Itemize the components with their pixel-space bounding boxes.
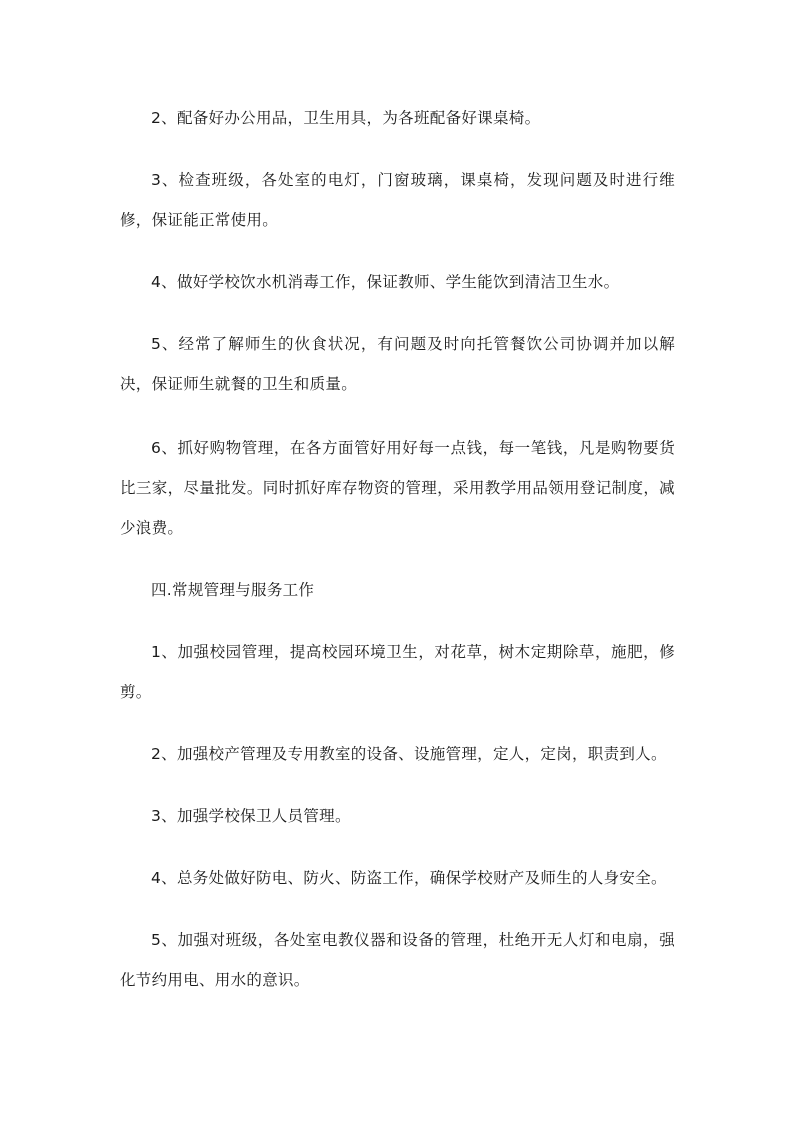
paragraph-item-1-campus: 1、加强校园管理，提高校园环境卫生，对花草，树木定期除草，施肥，修剪。 [120, 643, 675, 701]
section-heading-routine-management: 四.常规管理与服务工作 [151, 581, 315, 599]
paragraph-item-3-security-staff: 3、加强学校保卫人员管理。 [151, 807, 351, 825]
paragraph-item-5-catering: 5、经常了解师生的伙食状况，有问题及时向托管餐饮公司协调并加以解决，保证师生就餐的卫生和质量。 [120, 335, 675, 393]
paragraph-item-6-purchasing: 6、抓好购物管理，在各方面管好用好每一点钱，每一笔钱，凡是购物要货比三家，尽量批发。同时抓好库存物资的管理，采用教学用品领用登记制度，减少浪费。 [120, 439, 675, 537]
paragraph-item-2-supplies: 2、配备好办公用品，卫生用具，为各班配备好课桌椅。 [151, 109, 541, 127]
paragraph-item-5-conservation: 5、加强对班级，各处室电教仪器和设备的管理，杜绝开无人灯和电扇，强化节约用电、用水的意识。 [120, 931, 675, 989]
paragraph-item-4-water: 4、做好学校饮水机消毒工作，保证教师、学生能饮到清洁卫生水。 [151, 273, 620, 291]
paragraph-item-2-assets: 2、加强校产管理及专用教室的设备、设施管理，定人，定岗，职责到人。 [151, 745, 667, 763]
paragraph-item-4-safety: 4、总务处做好防电、防火、防盗工作，确保学校财产及师生的人身安全。 [151, 869, 667, 887]
paragraph-item-3-inspection: 3、检查班级，各处室的电灯，门窗玻璃，课桌椅，发现问题及时进行维修，保证能正常使用。 [120, 171, 675, 229]
